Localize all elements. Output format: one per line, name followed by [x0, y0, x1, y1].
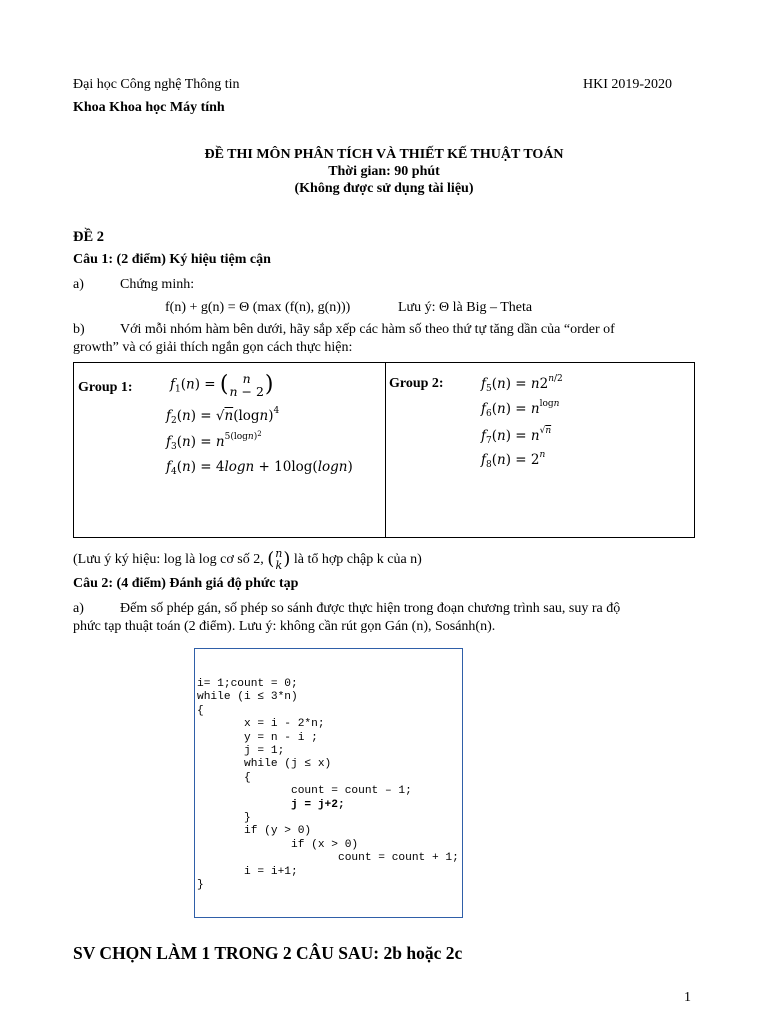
code-listing [197, 678, 459, 893]
code-line: x = i - 2*n; [197, 718, 325, 731]
exam-title: ĐỀ THI MÔN PHÂN TÍCH VÀ THIẾT KẾ THUẬT TOÁN [204, 147, 564, 162]
question-2-heading: Câu 2: (4 điểm) Đánh giá độ phức tạp [73, 576, 299, 591]
group1-label: Group 1: [78, 380, 133, 395]
q1a-text: Chứng minh: [120, 277, 195, 292]
code-line: count = count + 1; [197, 852, 459, 865]
exam-note: (Không được sử dụng tài liệu) [294, 181, 474, 196]
formula-f3: $f_3(n) = n^{5(logn)^2}$ [166, 430, 262, 452]
q1b-text-line2: growth” và có giải thích ngắn gọn cách thực hiện: [73, 340, 353, 355]
q2a-text-line1: Đếm số phép gán, số phép so sánh được thực hiện trong đoạn chương trình sau, suy ra độ [120, 601, 621, 616]
code-line: if (y > 0) [197, 825, 312, 838]
binomial-symbol: ( n k ) [267, 547, 291, 572]
code-line: { [197, 704, 204, 717]
code-line-bold: j = j+2; [197, 798, 345, 811]
footnote-text-before: (Lưu ý ký hiệu: log là log cơ số 2, [73, 552, 264, 568]
formula-f6: $f_6(n) = n^{logn}$ [481, 399, 560, 419]
function-groups-table [73, 362, 695, 538]
formula-f7: $f_7(n) = n^{√n}$ [481, 426, 552, 446]
code-line: while (i ≤ 3*n) [197, 691, 298, 704]
q2a-label: a) [73, 601, 84, 616]
code-line: if (x > 0) [197, 838, 359, 851]
footnote-text-after: là tổ hợp chập k của n) [293, 552, 422, 568]
q1b-label: b) [73, 322, 85, 337]
notation-footnote [73, 548, 422, 571]
code-line: } [197, 879, 204, 892]
q2a-text-line2: phức tạp thuật toán (2 điểm). Lưu ý: không cần rút gọn Gán (n), Sosánh(n). [73, 619, 496, 634]
formula-f5: $f_5(n) = n2^{n/2}$ [481, 374, 563, 394]
code-line: while (j ≤ x) [197, 758, 332, 771]
code-line: { [197, 771, 251, 784]
table-divider [385, 363, 386, 537]
choice-instruction: SV CHỌN LÀM 1 TRONG 2 CÂU SAU: 2b hoặc 2c [73, 943, 463, 963]
formula-f8: $f_8(n) = 2^n$ [481, 450, 546, 470]
formula-f1: $f_1(n)$ = ( n n − 2 ) [170, 371, 274, 400]
q1b-text-line1: Với mỗi nhóm hàm bên dưới, hãy sắp xếp các hàm số theo thứ tự tăng dần của “order of [120, 322, 615, 337]
code-line: i= 1;count = 0; [197, 678, 298, 690]
faculty-name: Khoa Khoa học Máy tính [73, 100, 225, 115]
code-line: } [197, 812, 251, 825]
q1a-label: a) [73, 277, 84, 292]
q1a-formula-note: Lưu ý: Θ là Big – Theta [398, 300, 533, 315]
code-line: count = count – 1; [197, 785, 412, 798]
code-line: y = n - i ; [197, 731, 318, 744]
group2-label: Group 2: [389, 376, 444, 391]
q1a-formula: f(n) + g(n) = Θ (max (f(n), g(n))) [165, 300, 351, 315]
code-box [194, 648, 463, 918]
formula-f2: $f_2(n) = √n(\log n)^4$ [166, 406, 280, 426]
question-1-heading: Câu 1: (2 điểm) Ký hiệu tiệm cận [73, 252, 271, 267]
university-name: Đại học Công nghệ Thông tin [73, 77, 240, 92]
page-number: 1 [684, 990, 691, 1005]
exam-time: Thời gian: 90 phút [328, 164, 440, 179]
semester-label: HKI 2019-2020 [583, 77, 673, 92]
exam-code: ĐỀ 2 [73, 229, 105, 245]
formula-f4: $f_4(n) = 4\log n + 10\log(\log n)$ [166, 459, 353, 477]
code-line: j = 1; [197, 745, 285, 758]
code-line: i = i+1; [197, 865, 298, 878]
